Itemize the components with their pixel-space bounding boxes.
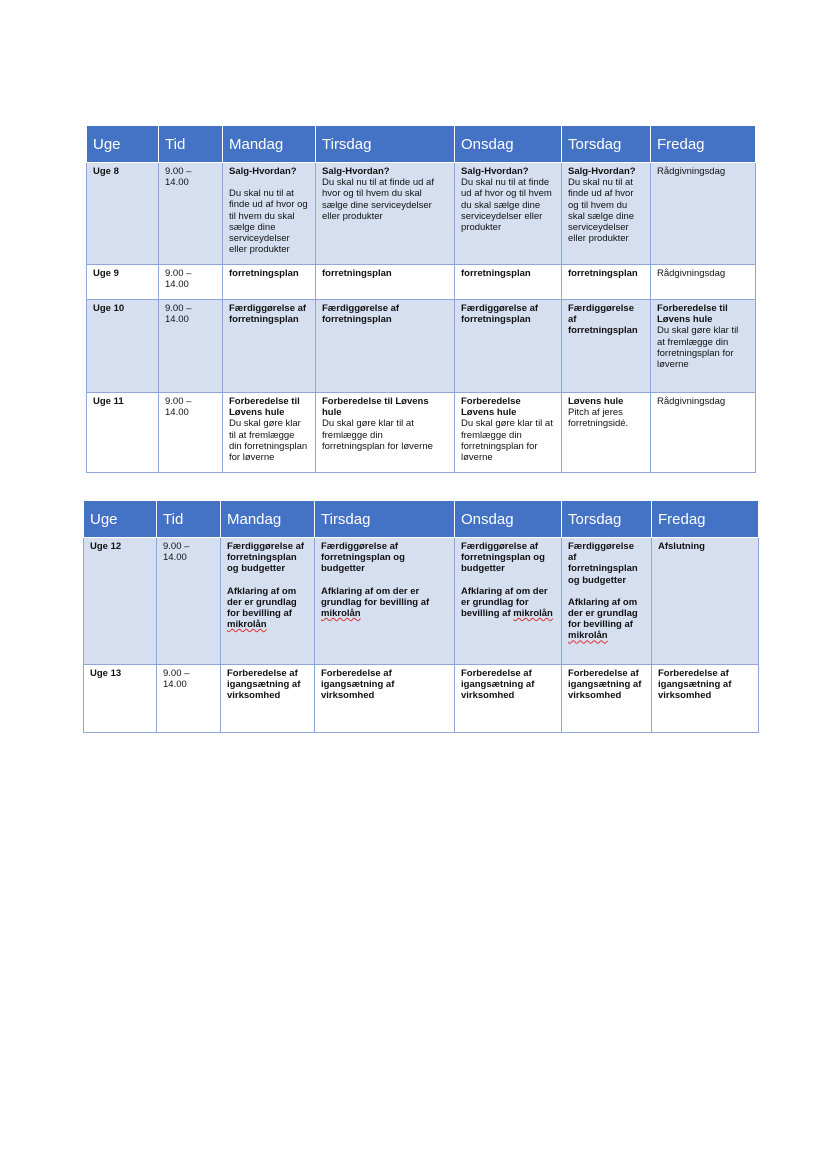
cell-line-bold: af [568, 552, 577, 564]
time-line: 9.00 – [165, 396, 192, 407]
cell-line-bold: forretningsplan [229, 268, 299, 279]
cell-line-bold: Forberedelse til [657, 303, 728, 314]
cell-line: Rådgivningsdag [657, 166, 726, 177]
cell-line-bold: Salg-Hvordan? [461, 166, 529, 177]
cell-line-bold: grundlag for bevilling af [321, 596, 430, 608]
cell-line-bold: Færdiggørelse af [321, 541, 399, 552]
time-cell [157, 538, 221, 665]
cell-line-bold: Færdiggørelse af [229, 303, 307, 314]
cell-line-bold: Afklaring af om [227, 585, 297, 597]
week-cell: Uge 12 [84, 538, 157, 665]
cell-line: forretningsplan for [461, 440, 538, 452]
header-onsdag: Onsdag [455, 501, 562, 538]
day-cell-torsdag [562, 300, 651, 393]
day-cell-tirsdag [316, 393, 455, 473]
cell-line-bold: Løvens hule [461, 407, 517, 419]
spellcheck-word: mikrolån [568, 630, 608, 642]
cell-line: Du skal nu til at finde [461, 177, 550, 189]
day-cell-onsdag [455, 163, 562, 265]
cell-line-bold: Forberedelse af [568, 668, 639, 679]
cell-line: Du skal gøre klar [229, 418, 301, 430]
cell-line-bold: forretningsplan [461, 314, 531, 326]
cell-line: løverne [461, 452, 493, 464]
day-cell-fredag [651, 300, 756, 393]
line-spacer [227, 575, 308, 586]
cell-line: fremlægge din [461, 429, 522, 441]
time-line: 9.00 – [163, 541, 190, 552]
cell-line-bold: Afklaring af om der er [321, 585, 420, 597]
header-mandag: Mandag [223, 126, 316, 163]
cell-line-bold: der er grundlag [227, 596, 297, 608]
cell-line: sælge dine [229, 221, 276, 233]
day-cell-torsdag [562, 265, 651, 300]
time-line: 9.00 – [163, 668, 190, 679]
header-uge: Uge [84, 501, 157, 538]
table-row [87, 265, 756, 300]
cell-line: til at fremlægge [229, 429, 295, 441]
week-cell: Uge 8 [87, 163, 159, 265]
cell-line-bold: virksomhed [461, 690, 515, 702]
cell-line-bold: budgetter [461, 563, 505, 575]
time-line: 14.00 [165, 177, 189, 189]
schedule-table-2 [83, 500, 759, 733]
cell-line-bold: Afslutning [658, 541, 705, 552]
line-spacer [229, 177, 309, 188]
cell-line: Du skal gøre klar til at [322, 418, 414, 430]
header-uge: Uge [87, 126, 159, 163]
cell-line-bold: igangsætning af [461, 679, 535, 691]
day-cell-tirsdag [315, 538, 455, 665]
cell-line: produkter [461, 222, 502, 234]
cell-line: forretningsplan for løverne [322, 440, 433, 452]
cell-line-bold: virksomhed [568, 690, 622, 702]
cell-line: forretningsidé. [568, 418, 629, 430]
table-row [84, 538, 759, 665]
header-mandag: Mandag [221, 501, 315, 538]
line-spacer [568, 586, 645, 597]
day-cell-torsdag [562, 665, 652, 733]
day-cell-onsdag [455, 393, 562, 473]
day-cell-tirsdag [316, 163, 455, 265]
cell-line-bold: budgetter [321, 563, 365, 575]
cell-line-bold: Færdiggørelse af [227, 541, 305, 552]
cell-line-bold [227, 619, 308, 630]
cell-line: fremlægge din [322, 429, 383, 441]
day-cell-tirsdag [316, 265, 455, 300]
week-cell: Uge 13 [84, 665, 157, 733]
day-cell-fredag [652, 665, 759, 733]
cell-line-bold: Salg-Hvordan? [568, 166, 636, 177]
spellcheck-word: mikrolån [227, 619, 267, 631]
cell-line: Du skal nu til at [568, 177, 633, 189]
cell-line-bold: forretningsplan [322, 314, 392, 326]
time-cell [157, 665, 221, 733]
cell-line: eller produkter [568, 233, 629, 245]
cell-line-text: bevilling af [461, 608, 514, 620]
cell-line: og til hvem du [568, 199, 628, 211]
cell-line: Du skal gøre klar til at [461, 418, 553, 430]
time-line: 14.00 [163, 552, 187, 564]
cell-line-bold: forretningsplan [227, 552, 297, 564]
cell-line-bold: forretningsplan [568, 325, 638, 337]
day-cell-mandag [223, 163, 316, 265]
cell-line: til hvem du skal [229, 210, 295, 222]
time-line: 9.00 – [165, 303, 192, 314]
header-torsdag: Torsdag [562, 126, 651, 163]
cell-line-bold: Færdiggørelse af [322, 303, 400, 314]
day-cell-mandag [223, 265, 316, 300]
cell-line-bold: Løvens hule [657, 314, 713, 326]
cell-line: sælge dine serviceydelser [322, 199, 432, 211]
cell-line: serviceydelser [568, 222, 629, 234]
header-torsdag: Torsdag [562, 501, 652, 538]
cell-line-bold: igangsætning af [227, 679, 301, 691]
cell-line-bold: Løvens hule [568, 396, 624, 407]
day-cell-tirsdag [316, 300, 455, 393]
day-cell-fredag [651, 393, 756, 473]
cell-line: serviceydelser eller [461, 210, 543, 222]
week-cell: Uge 9 [87, 265, 159, 300]
cell-line-bold: Færdiggørelse [568, 541, 634, 552]
day-cell-torsdag [562, 163, 651, 265]
cell-line: løverne [657, 359, 689, 371]
day-cell-onsdag [455, 665, 562, 733]
cell-line-bold: Færdiggørelse af [461, 303, 539, 314]
spellcheck-word: mikrolån [513, 608, 553, 620]
cell-line-bold: virksomhed [321, 690, 375, 702]
cell-line-bold: for bevilling af [227, 608, 292, 620]
time-line: 9.00 – [165, 166, 192, 177]
cell-line-bold: Salg-Hvordan? [322, 166, 390, 177]
cell-line-bold: og budgetter [568, 574, 627, 586]
header-tid: Tid [157, 501, 221, 538]
day-cell-mandag [221, 538, 315, 665]
cell-line-bold: Afklaring af om der [461, 585, 548, 597]
cell-line: for løverne [229, 452, 275, 464]
cell-line: Rådgivningsdag [657, 268, 726, 279]
cell-line-bold [568, 630, 645, 641]
table-row [87, 393, 756, 473]
cell-line-bold: Forberedelse af [658, 668, 729, 679]
cell-line-bold: der er grundlag [568, 608, 638, 620]
time-cell [159, 300, 223, 393]
time-cell [159, 163, 223, 265]
cell-line: hvor og til hvem du skal [322, 188, 422, 200]
cell-line: Rådgivningsdag [657, 396, 726, 407]
cell-line-bold: Forberedelse til Løvens [322, 396, 429, 407]
time-cell [159, 393, 223, 473]
day-cell-fredag [651, 163, 756, 265]
cell-line: Pitch af jeres [568, 407, 623, 419]
cell-line-bold: Forberedelse [461, 396, 521, 407]
table-row [84, 665, 759, 733]
cell-line-bold: Forberedelse af [321, 668, 392, 679]
cell-line: din forretningsplan [229, 440, 308, 452]
table-row [87, 163, 756, 265]
cell-line: at fremlægge din [657, 336, 729, 348]
header-onsdag: Onsdag [455, 126, 562, 163]
week-cell: Uge 11 [87, 393, 159, 473]
header-tirsdag: Tirsdag [316, 126, 455, 163]
cell-line: finde ud af hvor og [229, 199, 308, 211]
table-row [87, 300, 756, 393]
cell-line-bold: Afklaring af om [568, 596, 638, 608]
header-row [87, 126, 756, 163]
day-cell-fredag [651, 265, 756, 300]
cell-line-bold: forretningsplan [322, 268, 392, 279]
cell-line: forretningsplan for [657, 347, 734, 359]
cell-line: skal sælge dine [568, 210, 635, 222]
cell-line-bold: virksomhed [227, 690, 281, 702]
cell-line: eller produkter [229, 244, 290, 256]
week-cell: Uge 10 [87, 300, 159, 393]
day-cell-torsdag [562, 393, 651, 473]
time-line: 14.00 [165, 407, 189, 419]
header-tid: Tid [159, 126, 223, 163]
header-fredag: Fredag [652, 501, 759, 538]
time-line: 14.00 [163, 679, 187, 691]
cell-line: eller produkter [322, 210, 383, 222]
cell-line-bold: forretningsplan og [461, 552, 545, 564]
cell-line: Du skal nu til at [229, 188, 294, 200]
cell-line-bold: forretningsplan [229, 314, 299, 326]
line-spacer [321, 575, 448, 586]
cell-line: Du skal nu til at finde ud af [322, 177, 434, 189]
cell-line-bold: for bevilling af [568, 619, 633, 631]
day-cell-mandag [223, 300, 316, 393]
cell-line: finde ud af hvor [568, 188, 634, 200]
cell-line-bold: Færdiggørelse af [461, 541, 539, 552]
day-cell-mandag [221, 665, 315, 733]
cell-line: serviceydelser [229, 233, 290, 245]
time-line: 14.00 [165, 279, 189, 291]
header-fredag: Fredag [651, 126, 756, 163]
spellcheck-word: mikrolån [321, 608, 361, 620]
day-cell-onsdag [455, 300, 562, 393]
cell-line-bold: igangsætning af [321, 679, 395, 691]
time-line: 14.00 [165, 314, 189, 326]
time-cell [159, 265, 223, 300]
time-line: 9.00 – [165, 268, 192, 279]
cell-line: Du skal gøre klar til [657, 325, 739, 337]
cell-line-bold: igangsætning af [568, 679, 642, 691]
cell-line-bold [461, 608, 555, 619]
cell-line-bold: og budgetter [227, 563, 286, 575]
day-cell-mandag [223, 393, 316, 473]
cell-line: du skal sælge dine [461, 199, 541, 211]
cell-line-bold: Salg-Hvordan? [229, 166, 297, 177]
cell-line-bold: Forberedelse af [461, 668, 532, 679]
cell-line-bold: forretningsplan [461, 268, 531, 279]
day-cell-fredag [652, 538, 759, 665]
cell-line-bold: virksomhed [658, 690, 712, 702]
cell-line: ud af hvor og til hvem [461, 188, 552, 200]
cell-line-bold: hule [322, 407, 342, 419]
day-cell-torsdag [562, 538, 652, 665]
cell-line-bold: Forberedelse til [229, 396, 300, 407]
line-spacer [461, 575, 555, 586]
cell-line-bold: forretningsplan [568, 268, 638, 279]
day-cell-tirsdag [315, 665, 455, 733]
cell-line-bold [321, 608, 448, 619]
cell-line-bold: af [568, 314, 577, 326]
cell-line-bold: Forberedelse af [227, 668, 298, 679]
schedule-table-1 [86, 125, 756, 473]
cell-line-bold: er grundlag for [461, 596, 529, 608]
header-tirsdag: Tirsdag [315, 501, 455, 538]
cell-line-bold: Færdiggørelse [568, 303, 634, 314]
day-cell-onsdag [455, 538, 562, 665]
cell-line-bold: forretningsplan [568, 563, 638, 575]
cell-line-bold: forretningsplan og [321, 552, 405, 564]
cell-line-bold: igangsætning af [658, 679, 732, 691]
cell-line-bold: Løvens hule [229, 407, 285, 419]
header-row [84, 501, 759, 538]
day-cell-onsdag [455, 265, 562, 300]
